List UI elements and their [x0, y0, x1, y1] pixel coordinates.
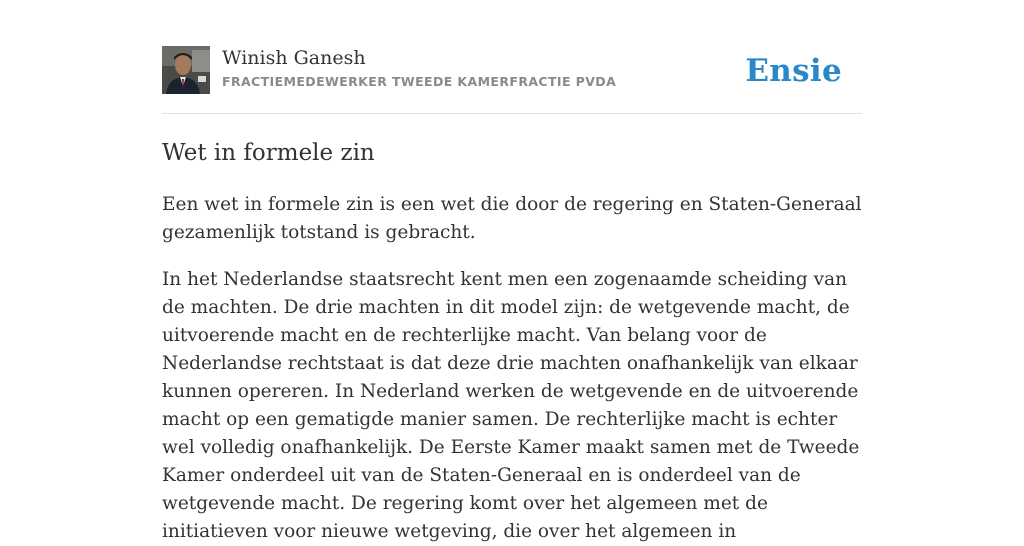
author-role: FRACTIEMEDEWERKER TWEEDE KAMERFRACTIE PVDA: [222, 74, 617, 89]
author-avatar[interactable]: [162, 46, 210, 94]
article-card: [162, 46, 862, 546]
author-name[interactable]: Winish Ganesh: [222, 47, 366, 69]
article-paragraph: Een wet in formele zin is een wet die door de regering en Staten-Generaal gezamenlijk totstand is gebracht.: [162, 194, 862, 243]
author-header: [162, 46, 862, 114]
avatar-photo: [162, 46, 210, 94]
article-paragraph: In het Nederlandse staatsrecht kent men een zogenaamde scheiding van de machten. De drie machten in dit model zijn: de wetgevende macht, de uitvoerende macht en de rechterlijke macht. Van belang voor de Nederlandse rechtstaat is dat deze drie machten onafhankelijk van elkaar kunnen opereren. In Nederland werken de wetgevende en de uitvoerende macht op een gematigde manier samen. De rechterlijke macht is echter wel volledig onafhankelijk. De Eerste Kamer maakt samen met de Tweede Kamer onderdeel uit van de Staten-Generaal en is onderdeel van de wetgevende macht. De regering komt over het algemeen met de initiatieven voor nieuwe wetgeving, die over het algemeen in: [162, 269, 860, 542]
article-title: Wet in formele zin: [162, 140, 375, 166]
ensie-logo[interactable]: Ensie: [745, 53, 842, 89]
